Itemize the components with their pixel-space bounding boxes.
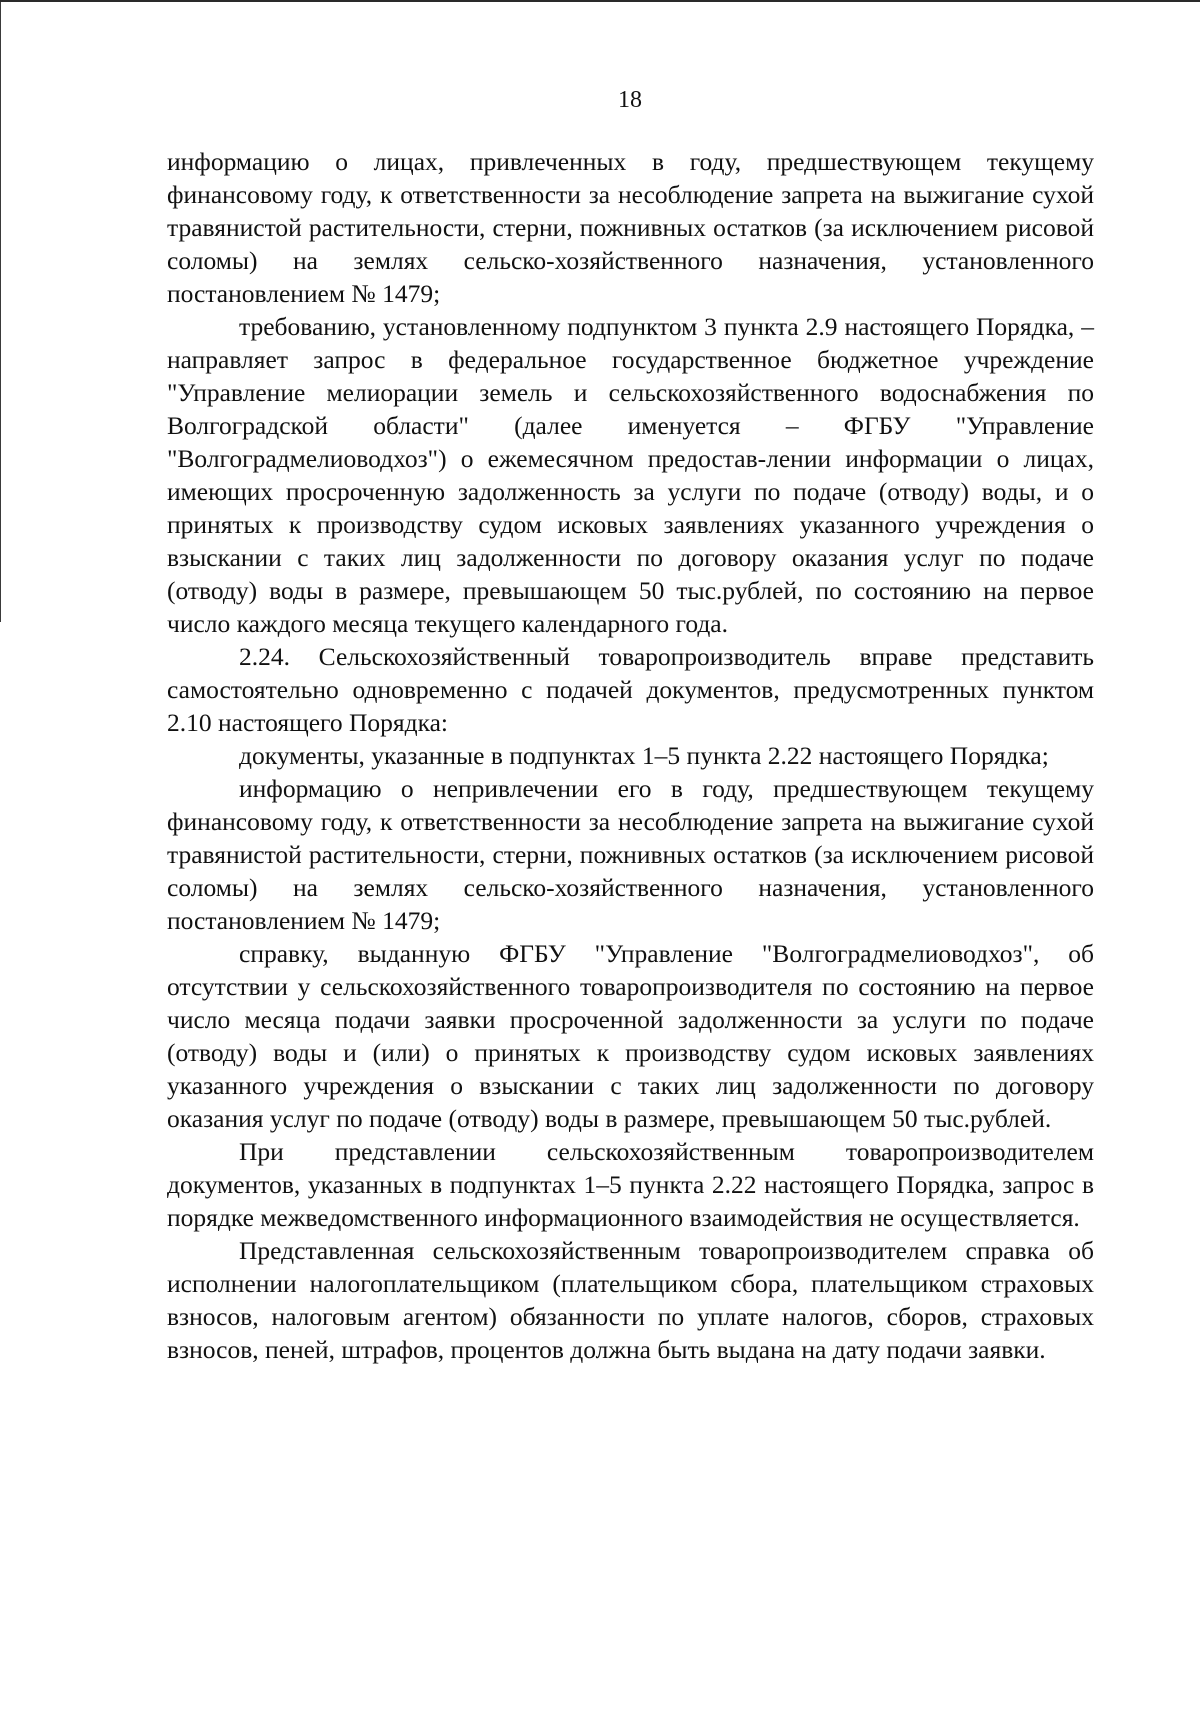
paragraph-7: При представлении сельскохозяйственным товаропроизводителем документов, указанных в подпунктах 1–5 пункта 2.22 настоящего Порядка, запрос в порядке межведомственного информационного взаимодействия не осуществляется. (167, 1137, 1094, 1232)
page-number: 18 (618, 87, 642, 113)
scan-edge-top (0, 0, 1200, 2)
paragraph-4: документы, указанные в подпунктах 1–5 пункта 2.22 настоящего Порядка; (239, 741, 1049, 770)
paragraph-1: информацию о лицах, привлеченных в году, предшествующем текущему финансовому году, к ответственности за несоблюдение запрета на выжигание сухой травянистой растительности, стерни, пожнивных остатков (за исключением рисовой соломы) на землях сельско-хозяйственного назначения, установленного постановлением № 1479; (167, 147, 1094, 308)
body-text (167, 145, 1094, 1366)
paragraph-8: Представленная сельскохозяйственным товаропроизводителем справка об исполнении налогоплательщиком (плательщиком сбора, плательщиком страховых взносов, налоговым агентом) обязанности по уплате налогов, сборов, страховых взносов, пеней, штрафов, процентов должна быть выдана на дату подачи заявки. (167, 1236, 1094, 1364)
paragraph-5: информацию о непривлечении его в году, предшествующем текущему финансовому году, к ответственности за несоблюдение запрета на выжигание сухой травянистой растительности, стерни, пожнивных остатков (за исключением рисовой соломы) на землях сельско-хозяйственного назначения, установленного постановлением № 1479; (167, 774, 1094, 935)
paragraph-3: 2.24. Сельскохозяйственный товаропроизводитель вправе представить самостоятельно одновременно с подачей документов, предусмотренных пунктом 2.10 настоящего Порядка: (167, 642, 1094, 737)
paragraph-2: требованию, установленному подпунктом 3 пункта 2.9 настоящего Порядка, – направляет запрос в федеральное государственное бюджетное учреждение "Управление мелиорации земель и сельскохозяйственного водоснабжения по Волгоградской области" (далее именуется – ФГБУ "Управление "Волгоградмелиоводхоз") о ежемесячном предостав-лении информации о лицах, имеющих просроченную задолженность за услуги по подаче (отводу) воды, и о принятых к производству судом исковых заявлениях указанного учреждения о взыскании с таких лиц задолженности по договору оказания услуг по подаче (отводу) воды в размере, превышающем 50 тыс.рублей, по состоянию на первое число каждого месяца текущего календарного года. (167, 312, 1094, 638)
paragraph-6: справку, выданную ФГБУ "Управление "Волгоградмелиоводхоз", об отсутствии у сельскохозяйственного товаропроизводителя по состоянию на первое число месяца подачи заявки просроченной задолженности за услуги по подаче (отводу) воды и (или) о принятых к производству судом исковых заявлениях указанного учреждения о взыскании с таких лиц задолженности по договору оказания услуг по подаче (отводу) воды в размере, превышающем 50 тыс.рублей. (167, 939, 1094, 1133)
